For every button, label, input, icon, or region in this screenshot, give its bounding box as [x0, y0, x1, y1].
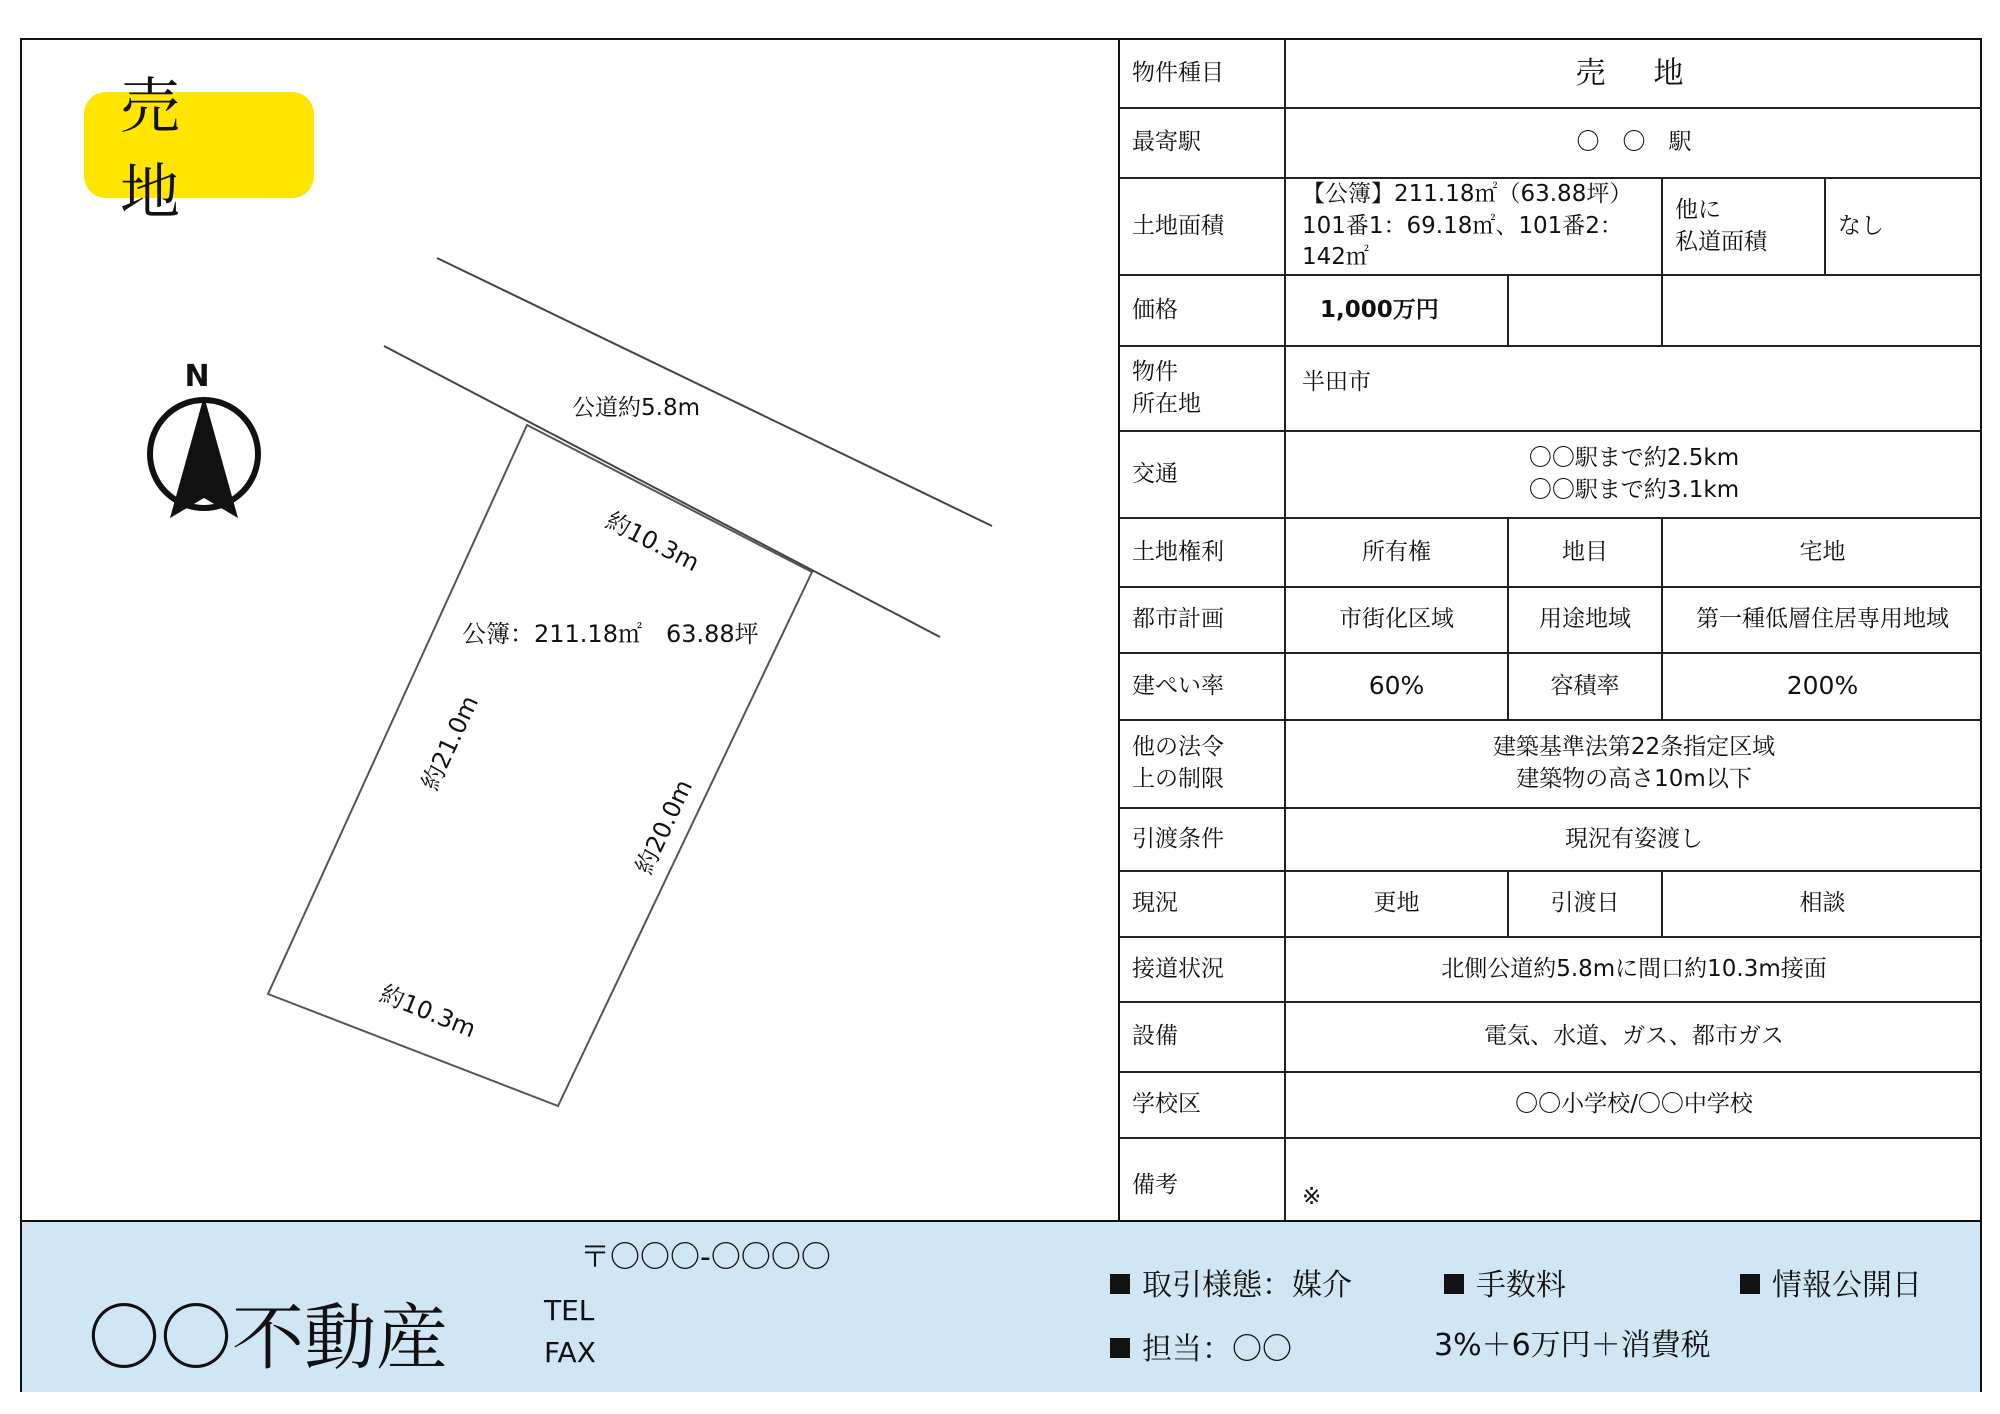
handover-date-value: 相談: [1662, 871, 1982, 937]
utilities-label: 設備: [1120, 1002, 1285, 1072]
zoning-value: 第一種低層住居専用地域: [1662, 587, 1982, 653]
location-label: 物件 所在地: [1120, 346, 1285, 431]
lot-area-label: 公簿：211.18㎡ 63.88坪: [462, 620, 759, 648]
city-plan-value: 市街化区域: [1285, 587, 1508, 653]
company-name: 〇〇不動産: [88, 1296, 449, 1380]
table-row: [1120, 1138, 1982, 1232]
north-arrow-icon: [150, 359, 258, 518]
empty-cell: [1508, 275, 1662, 346]
table-row: [1120, 275, 1982, 346]
square-bullet-icon: [1444, 1274, 1464, 1294]
type-label: 物件種目: [1120, 40, 1285, 108]
remarks-label: 備考: [1120, 1138, 1285, 1232]
coverage-ratio-label: 建ぺい率: [1120, 653, 1285, 720]
transport-label: 交通: [1120, 431, 1285, 518]
table-row: [1120, 346, 1982, 431]
table-row: [1120, 518, 1982, 587]
land-area-value: 【公簿】211.18㎡（63.88坪） 101番1：69.18㎡、101番2：142㎡: [1285, 178, 1662, 275]
square-bullet-icon: [1110, 1338, 1130, 1358]
handover-conditions-label: 引渡条件: [1120, 808, 1285, 871]
road-access-label: 接道状況: [1120, 937, 1285, 1002]
agent-in-charge: 担当：〇〇: [1110, 1324, 1292, 1368]
road-edge-near: [384, 346, 940, 637]
table-row: [1120, 1002, 1982, 1072]
property-type-badge: 売 地: [84, 92, 314, 198]
frontage-length-label: 約10.3m: [601, 506, 704, 578]
price-label: 価格: [1120, 275, 1285, 346]
utilities-value: 電気、水道、ガス、都市ガス: [1285, 1002, 1982, 1072]
table-row: [1120, 808, 1982, 871]
school-district-value: 〇〇小学校/〇〇中学校: [1285, 1072, 1982, 1138]
road-access-value: 北側公道約5.8mに間口約10.3m接面: [1285, 937, 1982, 1002]
land-rights-label: 土地権利: [1120, 518, 1285, 587]
site-plan-panel: [22, 40, 1120, 1220]
table-row: [1120, 720, 1982, 808]
square-bullet-icon: [1110, 1274, 1130, 1294]
left-side-length-label: 約21.0m: [416, 691, 485, 795]
table-row: [1120, 871, 1982, 937]
station-label: 最寄駅: [1120, 108, 1285, 178]
private-road-value: なし: [1825, 178, 1982, 275]
table-row: [1120, 178, 1982, 275]
table-row: [1120, 937, 1982, 1002]
empty-cell: [1662, 275, 1982, 346]
floor-area-ratio-value: 200%: [1662, 653, 1982, 720]
station-value: 〇 〇 駅: [1285, 108, 1982, 178]
property-spec-table: [1120, 40, 1982, 1232]
tel-label: TEL: [544, 1294, 595, 1327]
floor-area-ratio-label: 容積率: [1508, 653, 1662, 720]
right-side-length-label: 約20.0m: [630, 775, 699, 879]
current-status-label: 現況: [1120, 871, 1285, 937]
north-label: N: [184, 359, 210, 394]
property-flyer: [20, 38, 1982, 1392]
table-row: [1120, 1072, 1982, 1138]
other-restrictions-label: 他の法令 上の制限: [1120, 720, 1285, 808]
other-restrictions-value: 建築基準法第22条指定区域 建築物の高さ10m以下: [1285, 720, 1982, 808]
commission-value: 3%＋6万円＋消費税: [1434, 1328, 1711, 1363]
land-category-value: 宅地: [1662, 518, 1982, 587]
road-width-label: 公道約5.8m: [572, 395, 700, 421]
land-area-label: 土地面積: [1120, 178, 1285, 275]
remarks-value: ※: [1285, 1138, 1982, 1232]
school-district-label: 学校区: [1120, 1072, 1285, 1138]
table-row: [1120, 587, 1982, 653]
road-edge-far: [437, 258, 992, 526]
square-bullet-icon: [1740, 1274, 1760, 1294]
publish-date-label: 情報公開日: [1740, 1260, 1922, 1304]
site-plan-drawing: [22, 40, 1120, 1220]
location-value: 半田市: [1285, 346, 1982, 431]
current-status-value: 更地: [1285, 871, 1508, 937]
transport-value: 〇〇駅まで約2.5km 〇〇駅まで約3.1km: [1285, 431, 1982, 518]
transaction-type: 取引様態：媒介: [1110, 1260, 1352, 1304]
land-rights-value: 所有権: [1285, 518, 1508, 587]
handover-date-label: 引渡日: [1508, 871, 1662, 937]
zoning-label: 用途地域: [1508, 587, 1662, 653]
commission-label: 手数料: [1444, 1260, 1566, 1304]
fax-label: FAX: [544, 1336, 596, 1369]
type-value: 売 地: [1285, 40, 1982, 108]
land-category-label: 地目: [1508, 518, 1662, 587]
handover-conditions-value: 現況有姿渡し: [1285, 808, 1982, 871]
table-row: [1120, 653, 1982, 720]
rear-length-label: 約10.3m: [375, 979, 480, 1044]
table-row: [1120, 431, 1982, 518]
agency-footer: [22, 1220, 1980, 1392]
postal-code: 〒〇〇〇-〇〇〇〇: [580, 1240, 831, 1275]
table-row: [1120, 40, 1982, 108]
private-road-label: 他に 私道面積: [1662, 178, 1825, 275]
coverage-ratio-value: 60%: [1285, 653, 1508, 720]
city-plan-label: 都市計画: [1120, 587, 1285, 653]
price-value: 1,000万円: [1285, 275, 1508, 346]
table-row: [1120, 108, 1982, 178]
